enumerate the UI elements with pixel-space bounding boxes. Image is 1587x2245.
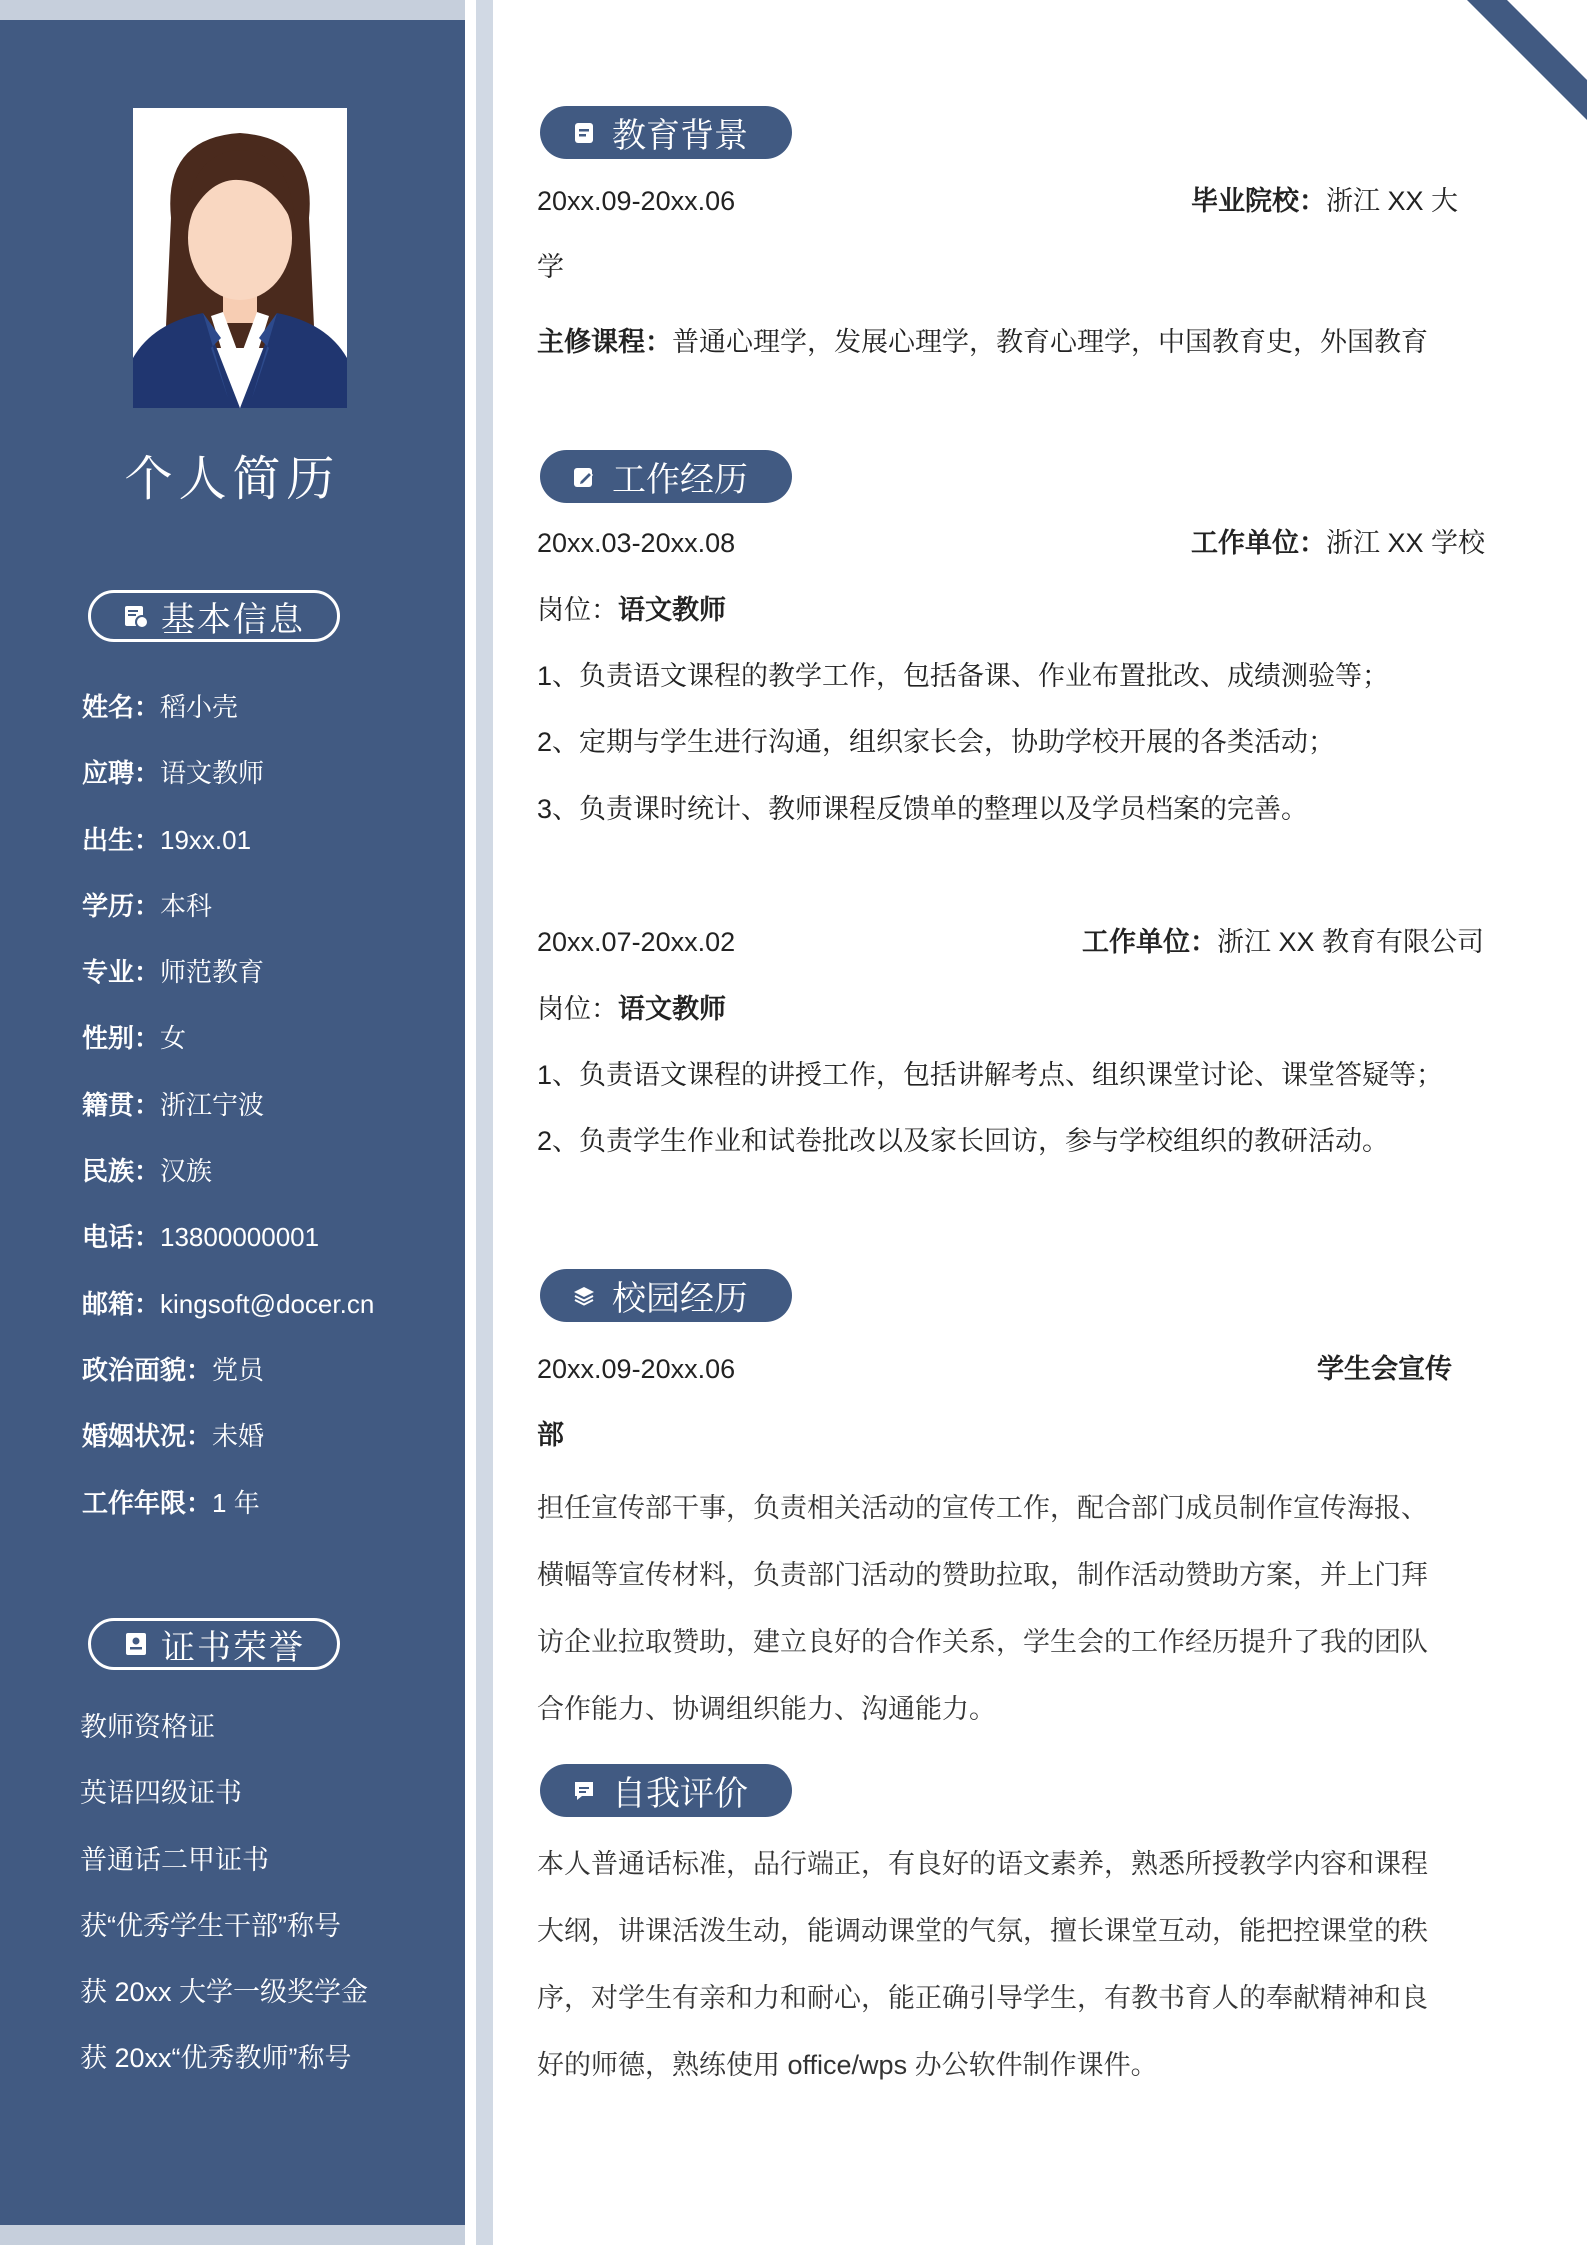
self-line: 好的师德，熟练使用 office/wps 办公软件制作课件。: [537, 2050, 1158, 2080]
work-header: [540, 450, 792, 503]
job-duty: 3、负责课时统计、教师课程反馈单的整理以及学员档案的完善。: [537, 794, 1309, 824]
education-row: [537, 179, 1487, 223]
job-row: [537, 920, 1487, 964]
job-unit: 工作单位：浙江 XX 教育有限公司: [1081, 927, 1484, 957]
divider-strip: [476, 0, 493, 2245]
id-card-icon: [123, 603, 149, 629]
campus-date: 20xx.09-20xx.06: [537, 1354, 736, 1384]
cert-item: 普通话二甲证书: [80, 1844, 269, 1875]
education-date: 20xx.09-20xx.06: [537, 186, 736, 216]
education-courses: 主修课程：普通心理学，发展心理学，教育心理学，中国教育史，外国教育: [537, 327, 1428, 357]
avatar: [133, 108, 347, 408]
job-position: 岗位：语文教师: [537, 994, 726, 1024]
self-line: 本人普通话标准，品行端正，有良好的语文素养，熟悉所授教学内容和课程: [537, 1849, 1428, 1879]
info-item: 学历：本科: [82, 890, 213, 921]
job-duty: 1、负责语文课程的讲授工作，包括讲解考点、组织课堂讨论、课堂答疑等；: [537, 1060, 1444, 1090]
cert-list: [80, 1705, 368, 2103]
job-date: 20xx.03-20xx.08: [537, 528, 736, 558]
info-item: 籍贯：浙江宁波: [82, 1089, 265, 1120]
cert-header: [88, 1618, 340, 1670]
job-row: [537, 521, 1487, 565]
info-item: 出生：19xx.01: [82, 824, 252, 855]
job-duty: 2、定期与学生进行沟通，组织家长会，协助学校开展的各类活动；: [537, 727, 1336, 757]
job-date: 20xx.07-20xx.02: [537, 927, 736, 957]
job-position: 岗位：语文教师: [537, 595, 726, 625]
cert-item: 获 20xx 大学一级奖学金: [80, 1977, 369, 2008]
certificate-icon: [123, 1631, 149, 1657]
layers-icon: [572, 1284, 596, 1308]
job-duty: 2、负责学生作业和试卷批改以及家长回访，参与学校组织的教研活动。: [537, 1126, 1390, 1156]
info-item: 专业：师范教育: [82, 957, 265, 988]
self-line: 大纲，讲课活泼生动，能调动课堂的气氛，擅长课堂互动，能把控课堂的秩: [537, 1916, 1428, 1946]
corner-decoration: [1437, 0, 1587, 150]
cert-item: 英语四级证书: [80, 1778, 242, 1809]
campus-header: [540, 1269, 792, 1322]
education-header: [540, 106, 792, 159]
basic-info-header: [88, 590, 340, 642]
campus-row: [537, 1347, 1487, 1391]
job-duty: 1、负责语文课程的教学工作，包括备课、作业布置批改、成绩测验等；: [537, 661, 1390, 691]
campus-line: 横幅等宣传材料，负责部门活动的赞助拉取，制作活动赞助方案，并上门拜: [537, 1560, 1428, 1590]
info-item: 姓名：稻小壳: [82, 692, 239, 722]
campus-org-wrap: 部: [537, 1420, 564, 1450]
basic-info-list: [82, 685, 374, 1547]
campus-label: 校园经历: [612, 1279, 748, 1319]
campus-line: 访企业拉取赞助，建立良好的合作关系，学生会的工作经历提升了我的团队: [537, 1627, 1428, 1657]
cert-item: 教师资格证: [80, 1712, 215, 1742]
edit-icon: [572, 465, 596, 489]
education-school: 毕业院校：浙江 XX 大: [1190, 186, 1458, 216]
campus-line: 担任宣传部干事，负责相关活动的宣传工作，配合部门成员制作宣传海报、: [537, 1493, 1428, 1523]
work-label: 工作经历: [612, 460, 748, 500]
self-description: [537, 1831, 1477, 2099]
info-item: 邮箱：kingsoft@docer.cn: [82, 1288, 375, 1319]
cert-item: 获“优秀学生干部”称号: [80, 1910, 341, 1941]
info-item: 应聘：语文教师: [82, 758, 265, 789]
self-header: [540, 1764, 792, 1817]
info-item: 婚姻状况：未婚: [82, 1421, 265, 1452]
job-unit: 工作单位：浙江 XX 学校: [1190, 528, 1485, 558]
info-item: 电话：13800000001: [82, 1222, 320, 1253]
cert-label: 证书荣誉: [161, 1627, 305, 1668]
campus-line: 合作能力、协调组织能力、沟通能力。: [537, 1694, 996, 1724]
self-line: 序，对学生有亲和力和耐心，能正确引导学生，有教书育人的奉献精神和良: [537, 1983, 1428, 2013]
resume-title: 个人简历: [124, 451, 341, 507]
education-label: 教育背景: [612, 116, 748, 156]
basic-info-label: 基本信息: [161, 599, 305, 640]
info-item: 政治面貌：党员: [82, 1354, 265, 1385]
campus-org: 学生会宣传: [1317, 1354, 1452, 1384]
cert-item: 获 20xx“优秀教师”称号: [80, 2043, 352, 2074]
comment-icon: [572, 1779, 596, 1803]
info-item: 民族：汉族: [82, 1156, 213, 1187]
education-school-wrap: 学: [537, 252, 564, 282]
self-label: 自我评价: [612, 1774, 748, 1814]
info-item: 性别：女: [82, 1023, 187, 1054]
book-icon: [572, 121, 596, 145]
campus-description: [537, 1475, 1477, 1724]
info-item: 工作年限：1 年: [82, 1487, 260, 1518]
